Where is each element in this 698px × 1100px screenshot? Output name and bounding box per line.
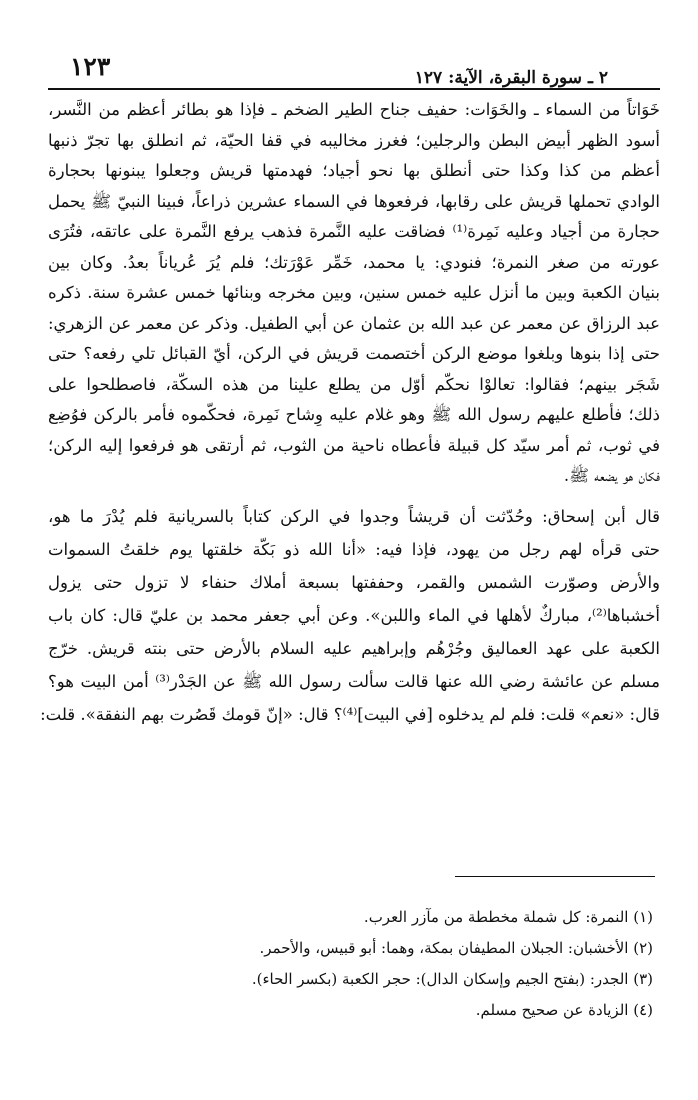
running-title: ٢ ـ سورة البقرة، الآية: ١٢٧: [414, 68, 608, 88]
footnote: (٢) الأخشبان: الجبلان المطيفان بمكة، وهما: أبو قبيس، والأحمر.: [259, 939, 653, 957]
text-line: قال: «نعم» قلت: فلم لم يدخلوه [في البيت]⁽⁴⁾؟ قال: «إنّ قومك قَصُرت بهم النفقة». قلت:: [40, 705, 660, 724]
text-line: ذلك؛ فأطلع عليهم رسول الله ﷺ وهو غلام عليه وِشاح نَمِرة، فحكّموه فأمر بالركن فوُضِع: [48, 405, 660, 424]
footnote-separator: [455, 876, 655, 877]
text-line: حتى قرأه لهم رجل من يهود، فإذا فيه: «أنا الله ذو بَكّة خلقتها يوم خلقتُ السموات: [48, 540, 660, 559]
text-line: حجارة من أجياد وعليه نَمِرة⁽¹⁾ فضاقت عليه النَّمرة فذهب يرفع النَّمرة على عاتقه، فتُرَى: [48, 222, 660, 241]
page-number: ١٢٣: [70, 52, 111, 81]
text-line: خَوَاتاً من السماء ـ والخَوَات: حفيف جناح الطير الضخم ـ فإذا هو بطائر أعظم من النَّسر،: [48, 100, 660, 119]
text-line: أعظم من كذا وكذا حتى أنطلق بها نحو أجياد؛ فهدمتها قريش وجعلوا يبنونها بحجارة: [48, 161, 660, 180]
text-line: الكعبة على عهد العماليق وجُرْهُم وإبراهيم عليه السلام بالأرض حتى بنته قريش. خرّج: [48, 639, 660, 658]
text-line: الوادي تحملها قريش على رقابها، فرفعوها في السماء عشرين ذراعاً، فبينا النبيّ ﷺ يحمل: [48, 191, 660, 211]
text-line: أسود الظهر أبيض البطن والرجلين؛ فغرز مخاليبه في قفا الحيّة، ثم انطلق بها تجرّ ذنبها: [48, 130, 660, 150]
text-line: بنيان الكعبة وبين ما أنزل عليه خمس سنين، وبين مخرجه وبنائها خمس عشرة سنة. ذكره: [48, 283, 660, 302]
text-line: عورته من صغر النمرة؛ فنودي: يا محمد، خَمِّر عَوْرَتك؛ فلم يُرَ عُرياناً بعدُ. وكان بين: [48, 252, 660, 272]
text-line: والأرض وصوّرت الشمس والقمر، وحففتها بسبعة أملاك حنفاء لا تزول حتى يزول: [48, 573, 660, 592]
text-line: مسلم عن عائشة رضي الله عنها قالت سألت رسول الله ﷺ عن الجَدْر⁽³⁾ أمن البيت هو؟: [48, 672, 660, 691]
text-line: أخشباها⁽²⁾، مباركٌ لأهلها في الماء واللبن». وعن أبي جعفر محمد بن عليّ قال: كان باب: [48, 606, 660, 625]
text-line: قال أبن إسحاق: وحُدّثت أن قريشاً وجدوا في الركن كتاباً بالسريانية فلم يُدْرَ ما هو،: [48, 507, 660, 526]
footnote: (٣) الجدر: (بفتح الجيم وإسكان الدال): حجر الكعبة (بكسر الحاء).: [251, 970, 653, 988]
footnote: (٤) الزيادة عن صحيح مسلم.: [475, 1001, 653, 1019]
footnote: (١) النمرة: كل شملة مخططة من مآزر العرب.: [363, 908, 653, 926]
text-line: عبد الرزاق عن معمر عن عبد الله بن عثمان عن أبي الطفيل. وذكر عن معمر عن الزهري:: [48, 313, 660, 333]
page-header: [48, 40, 660, 90]
header-rule: [48, 88, 660, 90]
text-line: فكان هو يضعه ﷺ.: [563, 466, 660, 485]
text-line: حتى إذا بنوها وبلغوا موضع الركن أختصمت قريش في الركن، أيّ القبائل تلي رفعه؟ حتى: [48, 344, 660, 363]
text-line: في ثوب، ثم أمر سيّد كل قبيلة فأعطاه ناحية من الثوب، ثم أرتقى هو فرفعوا إليه الركن؛: [48, 435, 660, 455]
text-line: شَجَر بينهم؛ فقالوا: تعالوْا نحكّم أوّل من يطلع علينا من هذه السكّة، فاصطلحوا على: [48, 374, 660, 394]
